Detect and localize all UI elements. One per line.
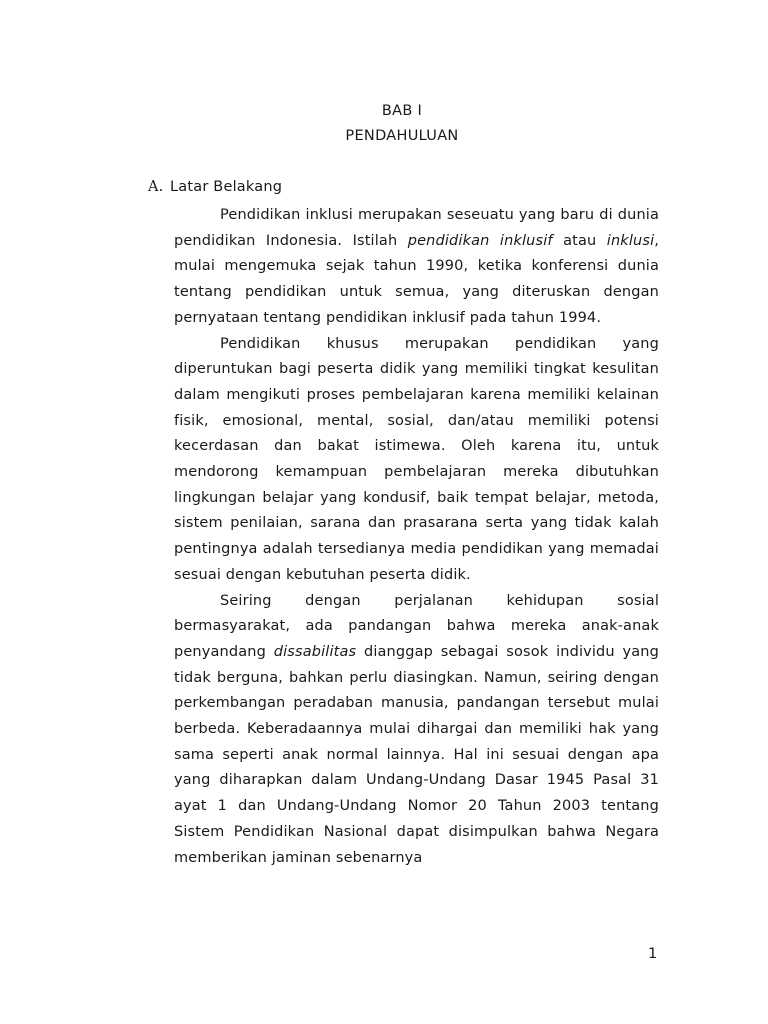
chapter-label: BAB I xyxy=(381,103,423,119)
text-run: atau xyxy=(552,232,607,249)
section-title: Latar Belakang xyxy=(170,179,283,195)
text-run: Pendidikan khusus merupakan pendidikan yang diperuntukan bagi peserta didik yang memiliki tingkat kesulitan dalam mengikuti proses pembelajaran karena memiliki kelainan fisik, emosional, mental, sosial, dan/atau memiliki potensi kecerdasan dan bakat istimewa. Oleh karena itu, untuk mendorong kemampuan pembelajaran mereka dibutuhkan lingkungan belajar yang kondusif, baik tempat belajar, metoda, sistem penilaian, sarana dan prasarana serta yang tidak kalah pentingnya adalah tersedianya media pendidikan yang memadai sesuai dengan kebutuhan peserta didik. xyxy=(174,335,659,583)
section-heading xyxy=(148,179,282,195)
paragraph xyxy=(174,332,659,589)
italic-term: inklusi xyxy=(606,232,655,249)
text-run: Pendidikan inklusi merupakan seseuatu yang baru di dunia pendidikan Indonesia. Istilah xyxy=(174,207,659,249)
page-number: 1 xyxy=(648,946,658,962)
italic-term: pendidikan inklusif xyxy=(407,232,553,249)
text-run: dianggap sebagai sosok individu yang tidak berguna, bahkan perlu diasingkan. Namun, seiring dengan perkembangan peradaban manusia, pandangan tersebut mulai berbeda. Keberadaannya mulai dihargai dan memiliki hak yang sama seperti anak normal lainnya. Hal ini sesuai dengan apa yang diharapkan dalam Undang-Undang Dasar 1945 Pasal 31 ayat 1 dan Undang-Undang Nomor 20 Tahun 2003 tentang Sistem Pendidikan Nasional dapat disimpulkan bahwa Negara memberikan jaminan sebenarnya xyxy=(174,643,659,866)
text-run: Seiring dengan perjalanan kehidupan sosial bermasyarakat, ada pandangan bahwa mereka anak-anak penyandang xyxy=(174,592,659,660)
body-text xyxy=(174,203,659,871)
chapter-title: PENDAHULUAN xyxy=(345,128,459,144)
text-run: , mulai mengemuka sejak tahun 1990, ketika konferensi dunia tentang pendidikan untuk semua, yang diteruskan dengan pernyataan tentang pendidikan inklusif pada tahun 1994. xyxy=(174,232,660,326)
paragraph xyxy=(174,203,659,332)
italic-term: dissabilitas xyxy=(273,643,357,660)
paragraph xyxy=(174,589,659,872)
section-marker: A. xyxy=(148,179,164,195)
